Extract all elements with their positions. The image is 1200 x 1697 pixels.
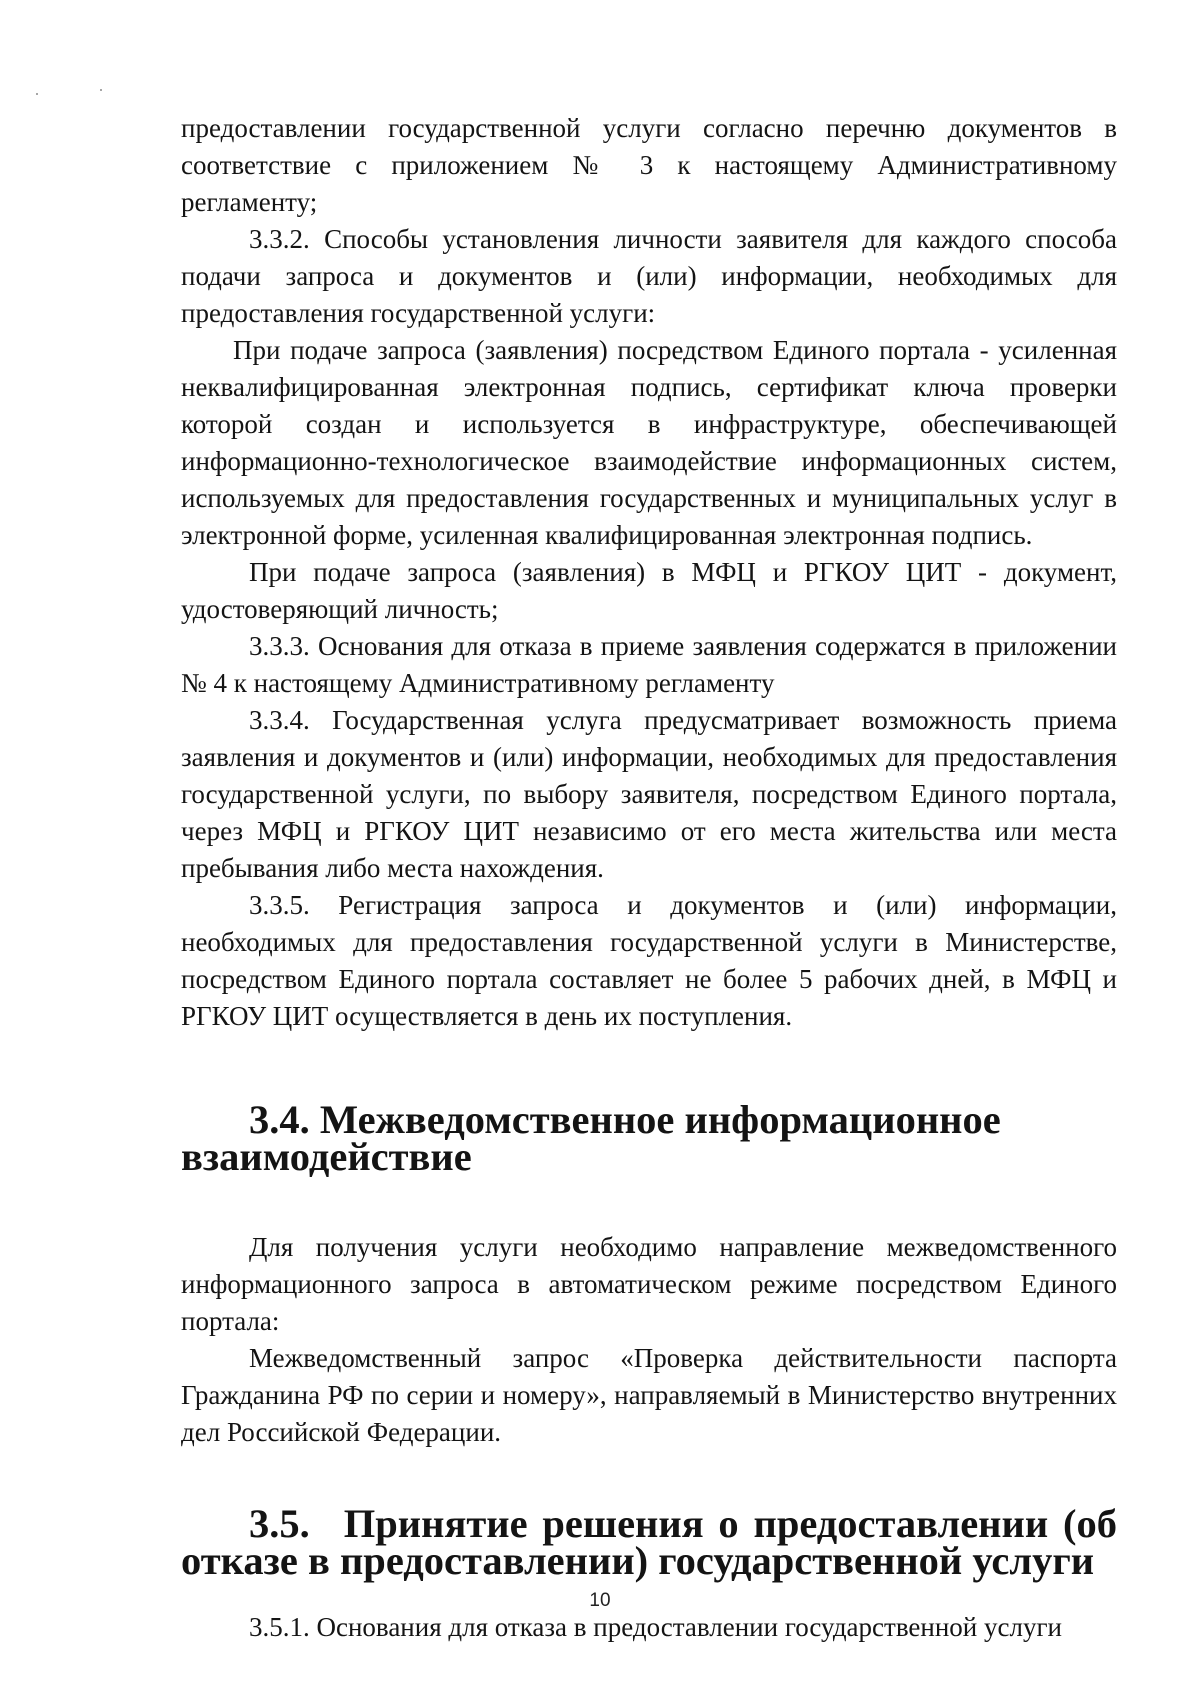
scan-speck [100,89,102,91]
paragraph-3-3-5: 3.3.5. Регистрация запроса и документов и (или) информации, необходимых для предоставления государственной услуги в Министерстве, посредством Единого портала составляет не более 5 рабочих дней, в МФЦ и РГКОУ ЦИТ осуществляется в день их поступления. [181,890,1117,1031]
paragraph-continuation: предоставлении государственной услуги согласно перечню документов в соответствие с приложением № 3 к настоящему Административному регламенту; [181,113,1117,217]
paragraph-3-3-4: 3.3.4. Государственная услуга предусматривает возможность приема заявления и документов и (или) информации, необходимых для предоставления государственной услуги, по выбору заявителя, посредством Единого портала, через МФЦ и РГКОУ ЦИТ независимо от его места жительства или места пребывания либо места нахождения. [181,705,1117,883]
section-number: 3.5. [249,1501,310,1546]
paragraph-mfc-identity: При подаче запроса (заявления) в МФЦ и РГКОУ ЦИТ - документ, удостоверяющий личность; [181,557,1117,624]
section-heading-text: Принятие решения о предоставлении (об отказе в предоставлении) государственной услуги [181,1501,1117,1583]
paragraph-3-3-3: 3.3.3. Основания для отказа в приеме заявления содержатся в приложении № 4 к настоящему Административному регламенту [181,631,1117,698]
document-body [181,110,1117,1646]
page-number: 10 [589,1590,611,1611]
section-heading-3-5 [181,1501,1117,1583]
paragraph-3-3-2: 3.3.2. Способы установления личности заявителя для каждого способа подачи запроса и документов и (или) информации, необходимых для предоставления государственной услуги: [181,224,1117,328]
scan-speck [36,93,38,95]
section-heading-3-4: 3.4. Межведомственное информационное взаимодействие [181,1097,1001,1179]
paragraph-interagency-passport: Межведомственный запрос «Проверка действительности паспорта Гражданина РФ по серии и номеру», направляемый в Министерство внутренних дел Российской Федерации. [181,1343,1117,1447]
paragraph-portal-signature: При подаче запроса (заявления) посредством Единого портала - усиленная неквалифицированная электронная подпись, сертификат ключа проверки которой создан и используется в инфраструктуре, обеспечивающей информационно-технологическое взаимодействие информационных систем, используемых для предоставления государственных и муниципальных услуг в электронной форме, усиленная квалифицированная электронная подпись. [181,335,1117,550]
paragraph-3-5-1: 3.5.1. Основания для отказа в предоставлении государственной услуги [249,1612,1062,1642]
paragraph-interagency-request: Для получения услуги необходимо направление межведомственного информационного запроса в автоматическом режиме посредством Единого портала: [181,1232,1117,1336]
